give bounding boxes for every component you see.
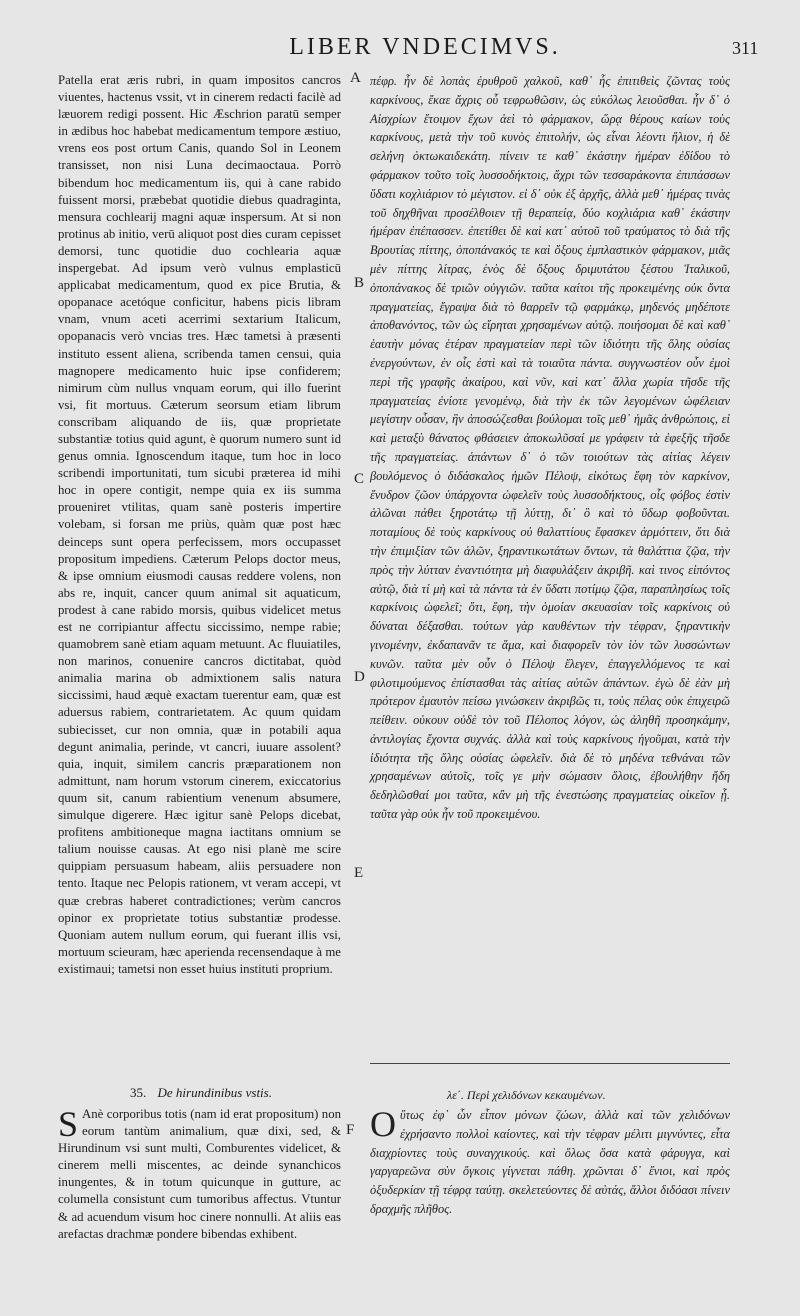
latin-section-text-block: [58, 1106, 341, 1243]
margin-letter-a: A: [350, 70, 361, 86]
latin-section-heading: [130, 1085, 272, 1101]
greek-main-text: πέφρ. ἦν δὲ λοπὰς ἐρυθροῦ χαλκοῦ, καθ᾽ ἧς ἐπιτιθεὶς ζῶντας τοὺς καρκίνους, ἔκαε ἄχρις οὗ τεφρωθῶσιν, ὡς εὐκόλως λειοῦσθαι. ἦν δ᾽ ὁ Αἰσχρίων ἔτοιμον ἔχων ἀεὶ τὸ φάρμακον, ὥρᾳ θέρους καίων τοὺς καρκίνους, μετὰ τὴν τοῦ κυνὸς ἐπιτολήν, ὡς εἶναι λέοντι ἥλιον, ἡ δὲ σελήνη ὀκτωκαιδεκάτη. πίνειν τε καθ᾽ ἑκάστην ἡμέραν ἐδίδου τὸ φάρμακον τοῦτο τοῖς λυσσοδήκτοις, ἄχρι τῶν τεσσαράκοντα ἐπιπάσσων ὕδατι κοχλιάριον τὸ μέγιστον. εἰ δ᾽ οὐκ ἐξ ἀρχῆς, ἀλλὰ μεθ᾽ ἡμέρας τινὰς τοῦ δηχθῆναι προσέλθοιεν τῇ θεραπείᾳ, δύο κοχλιάρια καθ᾽ ἑκάστην ἡμέραν ἐπέπασσεν. ἐπετίθει δὲ καὶ κατ᾽ αὐτοῦ τοῦ τραύματος τὸ διὰ τῆς Βρουτίας πίττης, ὀποπάνακός τε καὶ ὄξους ἐμπλαστικὸν φάρμακον, μιᾶς μὲν πίττης λίτρας, ἑνὸς δὲ ὄξους δριμυτάτου ξέστου Ἰταλικοῦ, ὀποπάνακος δὲ τριῶν οὐγγιῶν. ταῦτα καίτοι τῆς προκειμένης οὐκ ὄντα πραγματείας, ἔγραψα διὰ τὸ θαρρεῖν τῷ φαρμάκῳ, μηδενός μηδέποτε ἀποθανόντος, τῶν ὡς εἴρηται χρησαμένων αὐτῷ. ποιήσομαι δὲ καὶ καθ᾽ ἑαυτὴν μόνας ἑτέραν πραγματείαν περὶ τῶν ἰδιότητι τῆς ὅλης οὐσίας ἐνεργούντων, ἐν οἷς ἐστὶ καὶ τὰ τοιαῦτα πάντα. συγγνωστέον οὖν ἐμοὶ περὶ τῆς γραφῆς ἀκαίρου, καὶ νῦν, καὶ κατ᾽ ἄλλα χωρία τῆσδε τῆς πραγματείας ἐνίοτε γενομένῳ, διὰ τὴν ἐκ τῶν λεγομένων ὠφέλειαν μεγίστην οὖσαν, ἣν ἀποσώζεσθαι βούλομαι τοῖς μεθ᾽ ἡμᾶς ἀνθρώποις, εἰ καὶ μεταξὺ θάνατος φθάσειεν ἀποκωλῦσαί με γράφειν τὰ ἐφεξῆς τῆσδε τῆς πραγματείας. ἁπάντων δ᾽ ὁ τῶν τοιούτων τὰς αἰτίας λέγειν βουλόμενος ὁ διδάσκαλος ἡμῶν Πέλοψ, εἰκότως ἔφη τὸν καρκίνον, ἔνυδρον ζῶον ὑπάρχοντα ὠφελεῖν τοὺς λυσσοδήκτους, οἷς φόβος ἐστὶν ἁλῶναι πάθει ξηροτάτῳ τῇ λύττῃ, δι᾽ ὃ καὶ τὸ ὕδωρ φοβοῦνται. ποταμίους δὲ τοὺς καρκίνους οὐ θαλαττίους ἔφασκεν ἁρμόττειν, ὅτι διὰ τὴν ἐπιμιξίαν τῶν ἁλῶν, ξηραντικωτάτων ὄντων, τὰ θαλάττια ζῷα, τὴν πρὸς τὴν λύτταν ἐναντιότητα μὴ διαφυλάξειν ἀκριβῆ. καὶ τινος εἰπόντος αὐτῷ, διὰ τί μὴ καὶ τὰ πάντα τὰ ἐν ὕδατι ποτίμῳ ζῷα, παραπλησίως τοῖς καρκίνοις ὠφελεῖ; ὅτι, ἔφη, τὴν ὁμοίαν σκευασίαν τοῖς καρκίνοις οὐ δύναται δέξασθαι. τούτων γὰρ καυθέντων τὴν τέφραν, ξηραντικὴν γινομένην, ἐκδαπανᾶν τε ἅμα, καὶ διαφορεῖν τὸν ἰὸν τῶν λυσσώντων κυνῶν. ταῦτα μὲν οὖν ὁ Πέλοψ ἔλεγεν, ἐπαγγελλόμενος τε καὶ φιλοτιμούμενος ἐπίστασθαι τὰς αἰτίας αὐτῶν ἁπάντων. ἐγὼ δὲ ἐὰν μὴ πρότερον ἐμαυτὸν πείσω γινώσκειν ἀκριβῶς τι, τοὺς πέλας οὐκ ἐπιχειρῶ πείθειν. οὐκουν οὐδὲ τὸν τοῦ Πέλοπος λόγον, ὡς ἀληθῆ προσηκάμην, ἀντιλογίας ἔχοντα συχνάς. ἀλλὰ καὶ τοὺς καρκίνους ἡγοῦμαι, κατὰ τὴν ἰδιότητα τῆς ὅλης οὐσίας ὠφελεῖν. διὰ δὲ τὸ μηδένα τεθνάναι τῶν χρησαμένων αὐτοῖς, τοῖς γε μὴν σώμασιν ὅλοις, ἐβουλήθην ἤδη δεδηλῶσθαί μοι ταῦτα, κἂν μὴ τῆς ἐνεστώσης πραγματείας οἰκεῖον ᾖ. ταῦτα γὰρ οὐκ ἦν τοῦ προκειμένου.: [370, 74, 730, 822]
latin-column: [58, 72, 341, 978]
latin-section-title: De hirundinibus vstis.: [157, 1085, 272, 1100]
running-title: LIBER VNDECIMVS.: [289, 34, 561, 60]
greek-section-heading: λε΄. Περὶ χελιδόνων κεκαυμένων.: [447, 1088, 606, 1102]
margin-letter-d: D: [354, 669, 365, 685]
page-header: [0, 34, 800, 66]
margin-letter-f: F: [346, 1122, 355, 1138]
latin-dropcap: S: [58, 1104, 79, 1144]
margin-letter-c: C: [354, 471, 365, 487]
greek-dropcap: Ο: [370, 1104, 396, 1144]
latin-section-text: Anè corporibus totis (nam id erat propositum) non eorum tantùm animalium, quæ dixi, sed, & Hirundinum vsi sunt multi, Comburentes videlicet, & cinerem melli miscentes, ac deinde synanchicos inungentes, & in totum quicunque in gutture, ac columella consistunt cum tumoribus affectus. Vtuntur & ad acuendum visum hoc cinere nonnulli. At aliis eas arefactas drachmæ pondere bibendas exhibent.: [58, 1107, 341, 1241]
greek-section-text-block: [370, 1106, 730, 1219]
margin-letter-b: B: [354, 275, 365, 291]
section-divider: [370, 1063, 730, 1064]
latin-main-text: Patella erat æris rubri, in quam impositos cancros viuentes, hactenus vssit, vt in cinerem redacti facilè ad læuorem redigi possent. Hic Æschrion paratū semper in ædibus hoc habebat medicamentum tempore æstiuo, vrens eos post ortum Canis, quando Sol in Leonem transisset, non nisi Luna decimaoctaua. Porrò bibendum hoc medicamentum iis, qui à cane rabido fuissent morsi, præbebat quotidie diebus quadraginta, mensura cochlearij magni aquæ inspersum. At si non protinus ab initio, verū aliquot post dies curam cepisset demorsi, tunc quotidie duo cochlearia aquæ inspergebat. Ad ipsum verò vulnus emplasticū applicabat medicamentum, quod ex pice Brutia, & opopanace acetóque conficitur, habens picis libram vnam, vnum aceti acerrimi sextarium Italicum, opopanacis verò vncias tres. Hæc tametsi à præsenti instituto essent aliena, scribenda tamen censui, quia magnopere medicamento huic ipse confiderem; nimirum cùm nullus vnquam eorum, qui illo fuerint vsi, fit mortuus. Cæterum seorsum etiam librum conscribam aliquando de iis, quæ proprietate substantiæ totius quid agunt, è quorum numero sunt id genus omnia. Ignoscendum itaque, tum hoc in loco scribendi importunitati, tum sicubi præterea id mihi hoc in opere contigit, nempe quia ex iis summa proueniret vtilitas, quam sanè posteris impertire volebam, si forsan me priùs, quàm quæ post hæc deinceps sunt opera perfecissem, mors occupasset propositum impediens. Cæterum Pelops doctor meus, & ipse omnium eiusmodi causas reddere volens, non abs re, inquit, cancer quum animal sit aquaticum, prodest à cane rabido morsis, quibus videlicet metus est ne corripiantur affectu siccissimo, nempe rabie; quamobrem sanè etiam aquam metuunt. Ac fluuiatiles, non marinos, conuenire cancros dictitabat, quòd animalia marina ob admixtionem salis natura siccissimi, haud æquè exactam tuerentur eam, quæ est aduersus rabiem, contrarietatem. Ac quum quidam subiecisset, cur non omnia, quæ in potabili aqua degunt animalia, perinde, vt cancri, iuuare assolent? quia, inquit, similem cancris præparationem non admittunt, nam horum vstorum cinerem, exiccatorius quum sit, canum rabientium venenum absumere, simulque digerere. Hæc igitur sanè Pelops dicebat, profitens ambitioneque magna iactitans omnium se talium nouisse causas. At ego nisi planè me scire quippiam persuasum habeam, aliis persuadere non tento. Itaque nec Pelopis rationem, vt veram accepi, vt quæ crebras haberet contradictiones; verùm cancros opinor ex proprietate totius substantiæ prodesse. Quoniam autem nullum eorum, qui fuerant illis vsi, mortuum scieuram, hæc aperienda recensendaque à me existimaui; tametsi non esset huius instituti proprium.: [58, 73, 341, 976]
page-number: 311: [732, 38, 759, 58]
section-number: 35.: [130, 1085, 147, 1100]
greek-column: [370, 72, 730, 824]
greek-section-text: ὕτως ἐφ᾽ ὧν εἶπον μόνων ζώων, ἀλλὰ καὶ τῶν χελιδόνων ἐχρήσαντο πολλοὶ καίοντες, καὶ τὴν τέφραν μέλιτι μιγνύντες, εἶτα διαχρίοντες τοὺς συναγχικούς. καὶ ὅλως ὅσα κατὰ φάρυγγα, καὶ γαργαρεῶνα σὺν ὄγκοις γίγνεται πάθη. χρῶνται δ᾽ ἔνιοι, καὶ πρὸς ὀξυδερκίαν τῇ τέφρᾳ ταύτῃ. σκελετεύοντες δὲ αὐτάς, ἄλλοι διδόασι πίνειν δραχμῆς πλῆθος.: [370, 1108, 730, 1216]
margin-letter-e: E: [354, 865, 364, 881]
